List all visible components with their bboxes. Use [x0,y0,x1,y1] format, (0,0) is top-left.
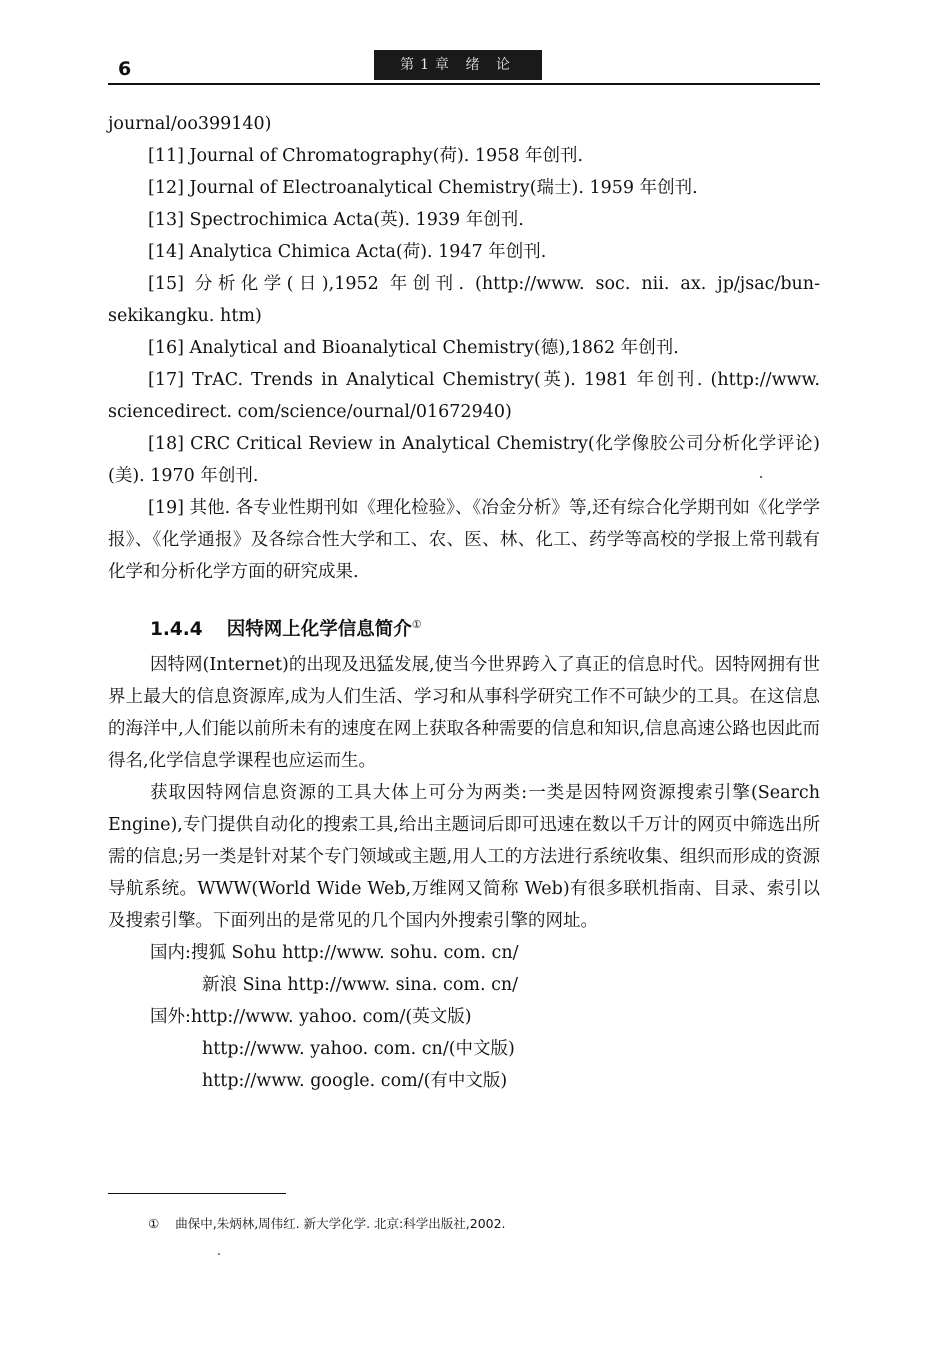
header-rule [108,83,820,85]
reference-continuation: journal/oo399140) [108,114,272,134]
reference-16: [16] Analytical and Bioanalytical Chemistry(德),1862 年创刊. [148,338,679,358]
paragraph-internet-intro: 因特网(Internet)的出现及迅猛发展,使当今世界跨入了真正的信息时代。因特网拥有世界上最大的信息资源库,成为人们生活、学习和从事科学研究工作不可缺少的工具。在这信息的海洋中,人们能以前所未有的速度在网上获取各种需要的信息和知识,信息高速公路也因此而得名,化学信息学课程也应运而生。 [108,655,820,772]
reference-18: [18] CRC Critical Review in Analytical Chemistry(化学像胶公司分析化学评论)(美). 1970 年创刊. [108,434,820,486]
reference-14: [14] Analytica Chimica Acta(荷). 1947 年创刊. [148,242,547,262]
foreign-engine-yahoo-cn: http://www. yahoo. com. cn/(中文版) [202,1039,515,1060]
footnote-text: 曲保中,朱炳林,周伟红. 新大学化学. 北京:科学出版社,2002. [175,1216,506,1231]
reference-19: [19] 其他. 各专业性期刊如《理化检验》、《冶金分析》等,还有综合化学期刊如《化学学报》、《化学通报》及各综合性大学和工、农、医、林、化工、药学等高校的学报上常刊载有化学和分析化学方面的研究成果. [108,498,820,582]
section-number: 1.4.4 [150,619,203,641]
paragraph-search-tools: 获取因特网信息资源的工具大体上可分为两类:一类是因特网资源搜索引擎(Search Engine),专门提供自动化的搜索工具,给出主题词后即可迅速在数以千万计的网页中筛选出所需的信息;另一类是针对某个专门领域或主题,用人工的方法进行系统收集、组织而形成的资源导航系统。WWW(World Wide Web,万维网又简称 Web)有很多联机指南、目录、索引以及搜索引擎。下面列出的是常见的几个国内外搜索引擎的网址。 [108,783,820,932]
section-title: 因特网上化学信息简介 [226,619,412,641]
reference-12: [12] Journal of Electroanalytical Chemistry(瑞士). 1959 年创刊. [148,178,698,198]
footnote-marker: ① [148,1216,160,1231]
scan-speck-2 [218,1253,220,1255]
footnote-rule [108,1193,286,1194]
reference-17: [17] TrAC. Trends in Analytical Chemistry(英). 1981 年创刊. (http://www. sciencedirect. com/science/ournal/01672940) [108,370,820,422]
section-heading [108,608,820,647]
domestic-engine-sina: 新浪 Sina http://www. sina. com. cn/ [202,975,519,996]
reference-15: [15] 分析化学(日),1952 年创刊. (http://www. soc. nii. ax. jp/jsac/bun-sekikangku. htm) [108,274,820,326]
foreign-engine-yahoo-en: 国外:http://www. yahoo. com/(英文版) [150,1007,472,1028]
page-number: 6 [118,58,132,80]
domestic-engine-sohu: 国内:搜狐 Sohu http://www. sohu. com. cn/ [150,943,519,964]
page-body [108,108,820,1097]
footnote [148,1214,506,1232]
chapter-title-banner: 第1章 绪 论 [374,50,542,80]
reference-11: [11] Journal of Chromatography(荷). 1958 年创刊. [148,146,584,166]
reference-13: [13] Spectrochimica Acta(英). 1939 年创刊. [148,210,524,230]
foreign-engine-google: http://www. google. com/(有中文版) [202,1071,508,1092]
footnote-reference: ① [411,618,422,631]
